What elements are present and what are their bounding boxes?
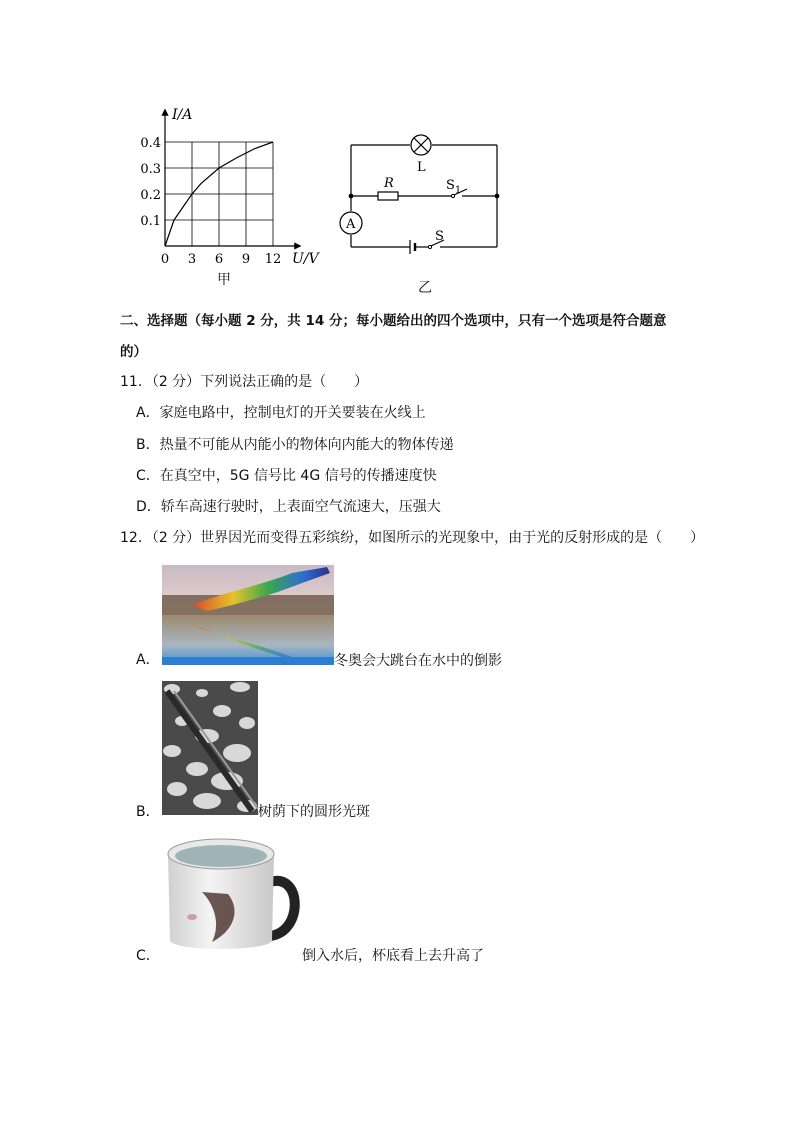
circuit-diagram <box>330 125 510 265</box>
lamp-icon <box>411 135 431 155</box>
figure-jia-caption: 甲 <box>217 272 231 288</box>
y-tick-label: 0.1 <box>140 214 161 229</box>
x-tick-labels <box>161 252 281 267</box>
junction-left <box>349 194 354 199</box>
ammeter-icon <box>340 212 362 234</box>
q11-option-d: D．轿车高速行驶时，上表面空气流速大，压强大 <box>136 499 441 515</box>
junction-right <box>495 194 500 199</box>
switch1-label: $S_1$ <box>446 178 462 196</box>
svg-text:A: A <box>346 217 356 232</box>
q12-option-b-letter: B． <box>136 804 160 820</box>
section-heading-cont: 的） <box>120 344 147 360</box>
q12-option-c-letter: C． <box>136 948 160 964</box>
q11-option-b: B．热量不可能从内能小的物体向内能大的物体传递 <box>136 437 454 453</box>
tree-shade-light-spots-photo <box>162 681 258 815</box>
battery-icon <box>410 240 415 254</box>
q11-option-c: C．在真空中，5G 信号比 4G 信号的传播速度快 <box>136 468 437 484</box>
resistor-icon <box>378 192 398 200</box>
graph-grid <box>165 142 273 246</box>
switch-label: S <box>435 229 444 244</box>
y-axis-label: I/A <box>172 107 193 123</box>
y-tick-labels <box>140 136 161 229</box>
q11-option-a: A．家庭电路中，控制电灯的开关要装在火线上 <box>136 405 426 421</box>
section-heading: 二、选择题（每小题 2 分，共 14 分；每小题给出的四个选项中，只有一个选项是符合题意 <box>120 313 667 329</box>
y-tick-label: 0.2 <box>140 188 161 203</box>
q12-option-a-text: 冬奥会大跳台在水中的倒影 <box>334 653 502 669</box>
lamp-label: L <box>417 160 426 175</box>
iu-graph <box>130 98 330 298</box>
q12-option-b-text: 树荫下的圆形光斑 <box>258 804 370 820</box>
x-tick-label: 9 <box>241 252 251 267</box>
mug-with-water-photo <box>162 832 302 960</box>
x-tick-label: 0 <box>160 252 170 267</box>
ski-jump-reflection-photo <box>162 565 334 665</box>
question-11-stem: 11．（2 分）下列说法正确的是（ ） <box>120 374 369 390</box>
x-tick-label: 3 <box>187 252 197 267</box>
question-12-stem: 12．（2 分）世界因光而变得五彩缤纷，如图所示的光现象中，由于光的反射形成的是（ ） <box>120 530 705 546</box>
q12-option-c-text: 倒入水后，杯底看上去升高了 <box>302 948 484 964</box>
resistor-label: R <box>384 176 394 191</box>
x-tick-label: 6 <box>214 252 224 267</box>
y-tick-label: 0.4 <box>140 136 161 151</box>
y-tick-label: 0.3 <box>140 162 161 177</box>
x-axis-label: U/V <box>292 251 319 267</box>
x-tick-label: 12 <box>264 252 282 267</box>
q12-option-a-letter: A． <box>136 652 160 668</box>
figure-yi-caption: 乙 <box>418 280 432 296</box>
